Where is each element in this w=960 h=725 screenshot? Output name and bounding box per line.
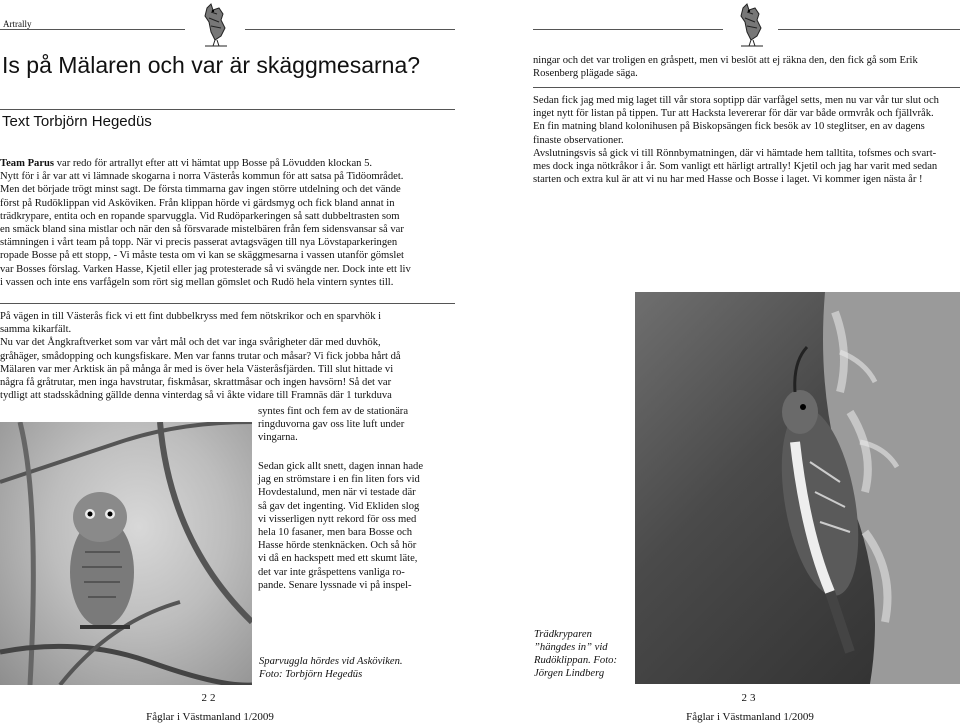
intro-line: var Bosses förslag. Varken Hasse, Kjetil eller jag protesterade så vi svängde ner. Dock inte ett liv bbox=[0, 263, 411, 275]
caption-line: Foto: Torbjörn Hegedüs bbox=[259, 669, 363, 680]
owl-caption bbox=[259, 655, 403, 681]
header-rule-left bbox=[0, 29, 185, 30]
owl-photo bbox=[0, 422, 252, 685]
column-line: jag en strömstare i en fin liten fors vid bbox=[258, 474, 420, 486]
owl-photo-drawing bbox=[0, 422, 252, 685]
right-line: inget nytt för listan på tippen. Tur att Hacksta levererar för där var både ormvråk och fjällvråk. bbox=[533, 108, 934, 120]
caption-line: ”hängdes in” vid bbox=[534, 642, 608, 653]
column-line: Hasse hörde stenknäcken. Och så hör bbox=[258, 540, 417, 552]
column-line: pande. Senare lyssnade vi på inspel- bbox=[258, 579, 412, 591]
body-line: Nu var det Ångkraftverket som var vårt mål och det var inga svårigheter där med duvhök, bbox=[0, 337, 381, 349]
column-line: Hovdestalund, men när vi testade där bbox=[258, 487, 416, 499]
caption-line: Sparvuggla hördes vid Asköviken. bbox=[259, 656, 403, 667]
section-label: Artrally bbox=[3, 19, 32, 29]
right-line: mes dock inga nötkråkor i år. Som vanligt ett härligt artrally! Kjetil och jag har varit med sedan bbox=[533, 161, 938, 173]
column-line: vi då en hackspett med ett skumt läte, bbox=[258, 553, 418, 565]
column-line: det var inte gråspettens vanliga ro- bbox=[258, 566, 405, 578]
body-text bbox=[0, 310, 430, 402]
intro-line: i vassen och inte ens varfågeln som rört sig mellan gömslet och Rudö hela vintern syntes till. bbox=[0, 276, 394, 288]
intro-line: en smäck bland sina mistlar och när den så försvarade mistelbären från fem sidensvansar så var bbox=[0, 224, 404, 236]
column-line: vi visserligen nytt rekord för oss med bbox=[258, 513, 417, 525]
intro-line: stämningen i vårt team på topp. När vi precis passerat avtagsvägen till nya Lövstaparkeringen bbox=[0, 237, 398, 249]
page-number-left: 22 bbox=[201, 692, 219, 704]
column-line: hela 10 fasaner, men bara Bosse och bbox=[258, 527, 413, 539]
body-line: Mälaren var mer Arktisk än på många år med is över hela Västeråsfjärden. Till slut hittade vi bbox=[0, 363, 394, 375]
intro-line: ropade Bosse på ett stopp, - Vi måste testa om vi kan se skäggmesarna i vassen utanför gömslet bbox=[0, 250, 404, 262]
intro-text bbox=[0, 157, 455, 289]
page-number-right: 23 bbox=[741, 692, 759, 704]
right-line: starten och extra kul är att vi nu har med Hasse och Bosse i laget. Vi kommer igen nästa år ! bbox=[533, 174, 923, 186]
side-line: ringduvorna gav oss lite luft under bbox=[258, 419, 405, 431]
body-line: tydligt att stadsskådning gällde denna vinterdag så vi åkte vidare till Framnäs där 1 turkduva bbox=[0, 390, 392, 402]
bird-logo-icon bbox=[195, 2, 235, 48]
caption-line: Trädkryparen bbox=[534, 629, 592, 640]
bird-logo-icon bbox=[731, 2, 771, 48]
side-line: syntes fint och fem av de stationära bbox=[258, 406, 409, 417]
article-title: Is på Mälaren och var är skäggmesarna? bbox=[2, 52, 421, 78]
right-line: finaste observationer. bbox=[533, 134, 624, 146]
right-rule bbox=[533, 87, 960, 88]
header-rule-right-2 bbox=[778, 29, 960, 30]
intro-line: först på Rudöklippan vid Asköviken. Från klippan hörde vi gärdsmyg och fick bland annat in bbox=[0, 197, 395, 209]
right-line: ningar och det var troligen en gråspett, men vi beslöt att ej räkna den, den fick gå som Erik bbox=[533, 55, 918, 66]
right-line: En fin matning bland kolonihusen på Biskopsängen fick besök av 10 steglitser, en av dagens bbox=[533, 121, 925, 133]
column-line: så gav det ingenting. Vid Ekliden slog bbox=[258, 500, 420, 512]
treecreeper-caption bbox=[534, 628, 617, 680]
column-text bbox=[258, 460, 433, 592]
footer-right: Fåglar i Västmanland 1/2009 bbox=[686, 711, 814, 723]
side-line: vingarna. bbox=[258, 432, 298, 444]
caption-line: Jörgen Lindberg bbox=[534, 668, 605, 679]
body-line: gråhäger, smådopping och kungsfiskare. Men var fanns trutar och måsar? Vi fick jobba hårt då bbox=[0, 350, 401, 362]
intro-rule bbox=[0, 303, 455, 304]
footer-left: Fåglar i Västmanland 1/2009 bbox=[146, 711, 274, 723]
intro-line: trädkrypare, entita och en ropande sparvuggla. Vid Rudöparkeringen så satt dubbeltrasten som bbox=[0, 210, 400, 222]
intro-first-line: Team Parus var redo för artrallyt efter att vi hämtat upp Bosse på Lövudden klockan 5. bbox=[0, 158, 373, 169]
right-line: Avslutningsvis så gick vi till Rönnbymatningen, där vi hämtade hem talltita, tofsmes och svart- bbox=[533, 147, 937, 159]
treecreeper-photo-drawing bbox=[635, 292, 960, 684]
right-body-text bbox=[533, 94, 958, 186]
column-line: Sedan gick allt snett, dagen innan hade bbox=[258, 461, 424, 472]
caption-line: Rudöklippan. Foto: bbox=[534, 655, 617, 666]
right-line: Sedan fick jag med mig laget till vår stora soptipp där varfågel setts, men nu var vår tur slut och bbox=[533, 95, 939, 106]
intro-line: Nytt för i år var att vi lämnade skogarna i norra Västerås kommun för att satsa på Tidöområdet. bbox=[0, 171, 404, 183]
body-line: några få gråtrutar, men inga havstrutar, fiskmåsar, skrattmåsar och ingen havsörn! Så det var bbox=[0, 377, 392, 389]
right-line: Rosenberg plägade säga. bbox=[533, 68, 638, 80]
header-rule-left-2 bbox=[245, 29, 455, 30]
intro-line: Men det började trögt minst sagt. De första timmarna gav ingen större utdelning och det vände bbox=[0, 184, 401, 196]
team-name: Team Parus bbox=[0, 158, 55, 169]
title-rule bbox=[0, 109, 455, 110]
treecreeper-photo bbox=[635, 292, 960, 684]
body-line: samma kikarfält. bbox=[0, 324, 72, 336]
header-rule-right bbox=[533, 29, 723, 30]
right-top-text bbox=[533, 54, 958, 80]
byline: Text Torbjörn Hegedüs bbox=[2, 113, 152, 130]
body-line: På vägen in till Västerås fick vi ett fint dubbelkryss med fem nötskrikor och en sparvhök i bbox=[0, 311, 382, 322]
side-text bbox=[258, 405, 433, 445]
